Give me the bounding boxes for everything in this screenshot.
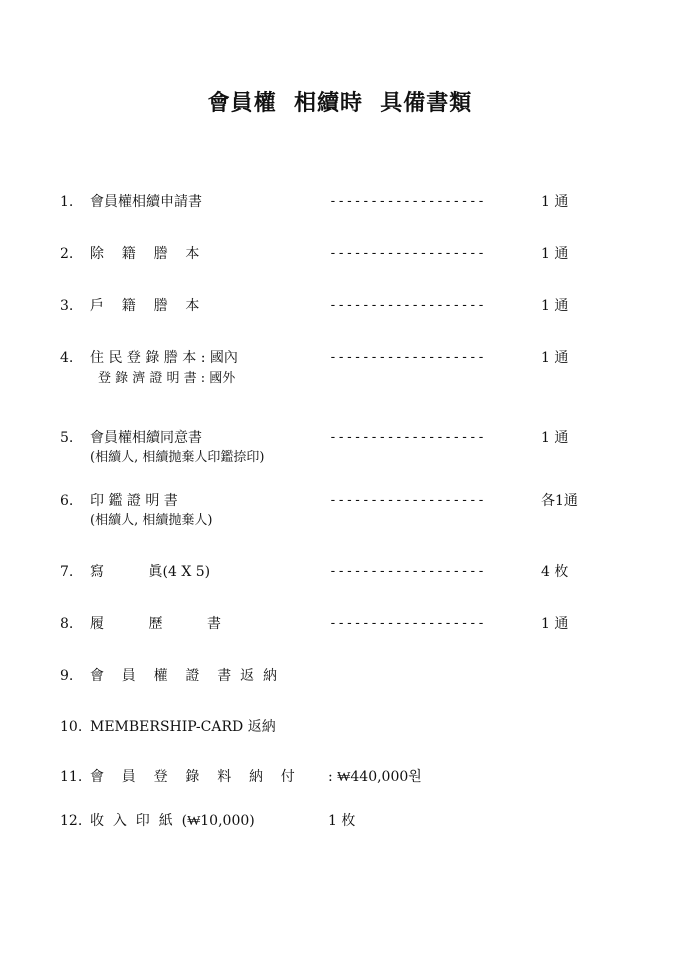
leader-dashes: ------------------- (329, 194, 486, 209)
item-quantity: 1 通 (541, 350, 569, 366)
item-label: 住 民 登 錄 謄 本 : 國內 (90, 350, 238, 366)
item-number: 9. (60, 668, 74, 684)
leader-dashes: ------------------- (329, 493, 486, 508)
item-quantity: 各1通 (541, 493, 578, 509)
leader-dashes: ------------------- (329, 298, 486, 313)
leader-dashes: ------------------- (329, 350, 486, 365)
leader-dashes: ------------------- (329, 246, 486, 261)
item-label: 履 歷 書 (90, 616, 222, 632)
leader-dashes: ------------------- (329, 564, 486, 579)
item-label: 會 員 登 錄 料 納 付 (90, 769, 295, 785)
item-number: 11. (60, 769, 83, 785)
item-fee: : ₩440,000원 (328, 769, 422, 785)
item-label: 印 鑑 證 明 書 (90, 493, 178, 509)
item-label: 戶 籍 謄 本 (90, 298, 200, 314)
item-sublabel: (相續人, 相續抛棄人) (90, 513, 213, 528)
item-number: 3. (60, 298, 74, 314)
item-sublabel: 登 錄 濟 證 明 書 : 國外 (98, 371, 236, 386)
item-label: 會員權相續同意書 (90, 430, 202, 446)
leader-dashes: ------------------- (329, 430, 486, 445)
leader-dashes: ------------------- (329, 616, 486, 631)
item-label: 收 入 印 紙 (₩10,000) (90, 813, 255, 829)
item-number: 5. (60, 430, 74, 446)
page-title: 會員權 相續時 具備書類 (207, 90, 473, 116)
item-number: 6. (60, 493, 74, 509)
item-number: 2. (60, 246, 74, 262)
item-quantity: 1 通 (541, 246, 569, 262)
item-quantity: 1 通 (541, 430, 569, 446)
item-quantity: 1 通 (541, 616, 569, 632)
item-quantity: 1 通 (541, 298, 569, 314)
item-quantity: 1 通 (541, 194, 569, 210)
item-quantity: 4 枚 (541, 564, 569, 580)
item-label: 除 籍 謄 本 (90, 246, 200, 262)
item-sublabel: (相續人, 相續抛棄人印鑑捺印) (90, 450, 265, 465)
list-item (60, 811, 640, 911)
item-number: 1. (60, 194, 74, 210)
item-number: 12. (60, 813, 83, 829)
item-number: 7. (60, 564, 74, 580)
item-label: 會 員 權 證 書 返 納 (90, 668, 278, 684)
item-number: 8. (60, 616, 74, 632)
item-label: MEMBERSHIP-CARD 返納 (90, 719, 276, 735)
item-number: 4. (60, 350, 74, 366)
item-label: 會員權相續申請書 (90, 194, 202, 210)
item-quantity: 1 枚 (328, 813, 356, 829)
item-number: 10. (60, 719, 83, 735)
item-label: 寫 眞(4 X 5) (90, 564, 211, 580)
